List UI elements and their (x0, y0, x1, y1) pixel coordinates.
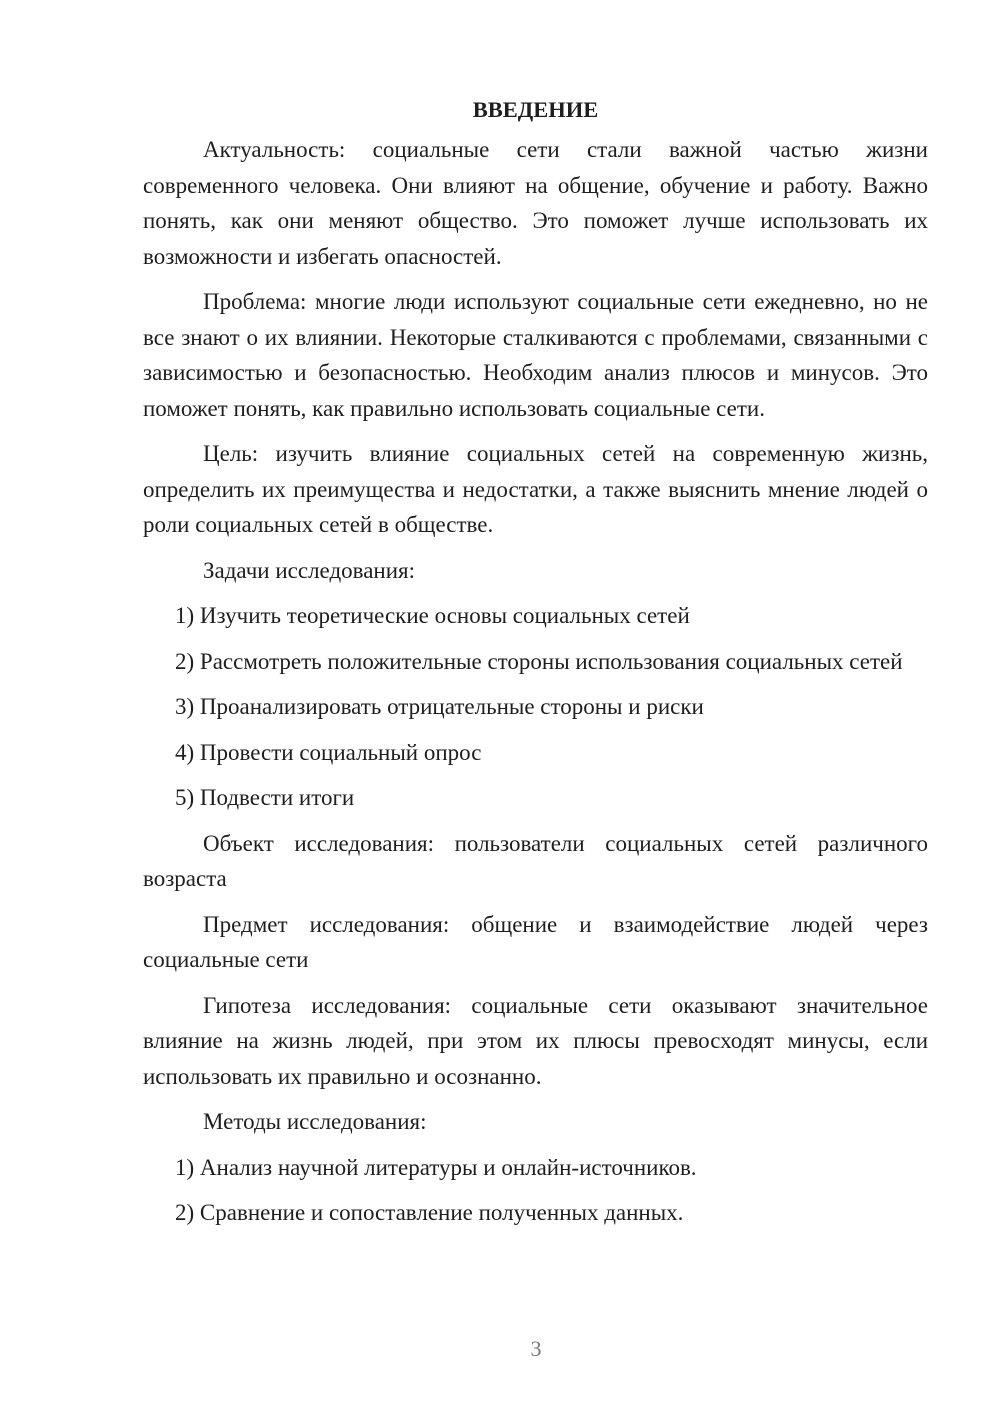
subject-paragraph: Предмет исследования: общение и взаимодействие людей через социальные сети (143, 911, 928, 972)
task-item-1: 1) Изучить теоретические основы социальных сетей (175, 603, 690, 628)
methods-title: Методы исследования: (203, 1109, 427, 1134)
task-item-2: 2) Рассмотреть положительные стороны использования социальных сетей (175, 648, 903, 674)
page-content (143, 92, 928, 1241)
task-item-3: 3) Проанализировать отрицательные стороны и риски (175, 694, 704, 719)
goal-paragraph: Цель: изучить влияние социальных сетей на современную жизнь, определить их преимущества и недостатки, а также выяснить мнение людей о роли социальных сетей в обществе. (143, 441, 928, 537)
hypothesis-paragraph: Гипотеза исследования: социальные сети оказывают значительное влияние на жизнь людей, при этом их плюсы превосходят минусы, если использовать их правильно и осознанно. (143, 992, 928, 1089)
task-item-4: 4) Провести социальный опрос (175, 739, 482, 765)
method-item-1: 1) Анализ научной литературы и онлайн-источников. (175, 1154, 697, 1180)
problem-paragraph: Проблема: многие люди используют социальные сети ежедневно, но не все знают о их влиянии. Некоторые сталкиваются с проблемами, связанными с зависимостью и безопасностью. Необходим анализ плюсов и минусов. Это поможет понять, как правильно использовать социальные сети. (143, 289, 928, 421)
page-heading: ВВЕДЕНИЕ (472, 97, 599, 122)
method-item-2: 2) Сравнение и сопоставление полученных данных. (175, 1200, 684, 1225)
task-item-5: 5) Подвести итоги (175, 785, 355, 810)
tasks-title: Задачи исследования: (203, 557, 416, 583)
page-number: 3 (530, 1336, 542, 1361)
relevance-paragraph: Актуальность: социальные сети стали важной частью жизни современного человека. Они влияют на общение, обучение и работу. Важно понять, как они меняют общество. Это поможет лучше использовать их возможности и избегать опасностей. (143, 137, 928, 269)
object-paragraph: Объект исследования: пользователи социальных сетей различного возраста (143, 830, 928, 891)
